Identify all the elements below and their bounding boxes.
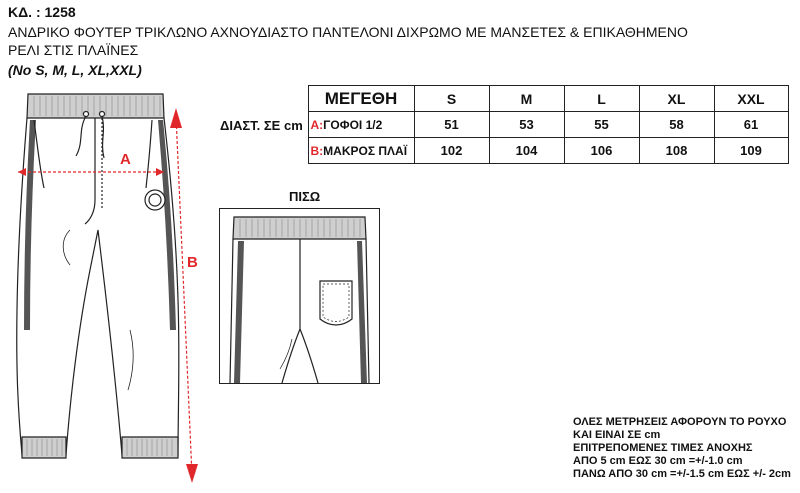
- note-line: ΕΠΙΤΡΕΠΟΜΕΝΕΣ ΤΙΜΕΣ ΑΝΟΧΗΣ: [573, 442, 753, 454]
- note-line: ΠΑΝΩ ΑΠΟ 30 cm =+/-1.5 cm ΕΩΣ +/- 2cm: [573, 468, 791, 480]
- waistband-front: [27, 94, 164, 118]
- label-b: B: [187, 254, 198, 271]
- available-sizes-note: (No S, M, L, XL,XXL): [8, 62, 142, 78]
- row-label-side-length: [308, 138, 414, 164]
- row-letter: B:: [310, 143, 324, 158]
- table-header-row: [220, 86, 788, 112]
- table-cell: 102: [414, 138, 489, 164]
- size-chart-table: [220, 85, 789, 164]
- sizes-title: ΜΕΓΕΘΗ: [308, 86, 414, 112]
- table-cell: 106: [564, 138, 639, 164]
- product-title-line2: ΡΕΛΙ ΣΤΙΣ ΠΛΑΪΝΕΣ: [8, 42, 139, 58]
- size-header: XXL: [714, 86, 788, 112]
- measurement-notes: [573, 416, 791, 481]
- table-cell: 104: [489, 138, 564, 164]
- front-pants-drawing: [0, 80, 215, 493]
- note-line: ΑΠΟ 5 cm ΕΩΣ 30 cm =+/-1.0 cm: [573, 455, 743, 467]
- size-header: M: [489, 86, 564, 112]
- note-line: ΟΛΕΣ ΜΕΤΡΗΣΕΙΣ ΑΦΟΡΟΥΝ ΤΟ ΡΟΥΧΟ: [573, 416, 787, 428]
- cuff-left: [22, 437, 66, 458]
- back-view-box: [219, 208, 380, 384]
- size-header: S: [414, 86, 489, 112]
- table-cell: 109: [714, 138, 788, 164]
- table-cell: 61: [714, 112, 788, 138]
- waistband-back: [233, 217, 366, 239]
- table-cell: 51: [414, 112, 489, 138]
- measure-a-arrow: [18, 168, 164, 176]
- table-cell: 55: [564, 112, 639, 138]
- label-a: A: [120, 151, 131, 168]
- table-row: [220, 112, 788, 138]
- dimensions-label: ΔΙΑΣΤ. ΣΕ cm: [220, 117, 303, 133]
- product-title-line1: ΑΝΔΡΙΚΟ ΦΟΥΤΕΡ ΤΡΙΚΛΩΝΟ ΑΧΝΟΥΔΙΑΣΤΟ ΠΑΝΤΕΛΟΝΙ ΔΙΧΡΩΜΟ ΜΕ ΜΑΝΣΕΤΕΣ & ΕΠΙΚΑΘΗΜΕΝΟ: [8, 24, 688, 40]
- size-header: L: [564, 86, 639, 112]
- cuff-right: [122, 437, 178, 458]
- row-letter: A:: [310, 117, 324, 132]
- row-label-hips: [308, 112, 414, 138]
- note-line: ΚΑΙ ΕΙΝΑΙ ΣΕ cm: [573, 429, 661, 441]
- back-pants-drawing: [220, 209, 379, 383]
- table-cell: 58: [639, 112, 714, 138]
- row-name: ΜΑΚΡΟΣ ΠΛΑΪ: [323, 143, 408, 158]
- back-view-label: ΠΙΣΩ: [289, 189, 321, 204]
- product-code: ΚΔ. : 1258: [8, 4, 76, 20]
- row-name: ΓΟΦΟΙ 1/2: [323, 117, 383, 132]
- table-cell: 53: [489, 112, 564, 138]
- size-header: XL: [639, 86, 714, 112]
- table-cell: 108: [639, 138, 714, 164]
